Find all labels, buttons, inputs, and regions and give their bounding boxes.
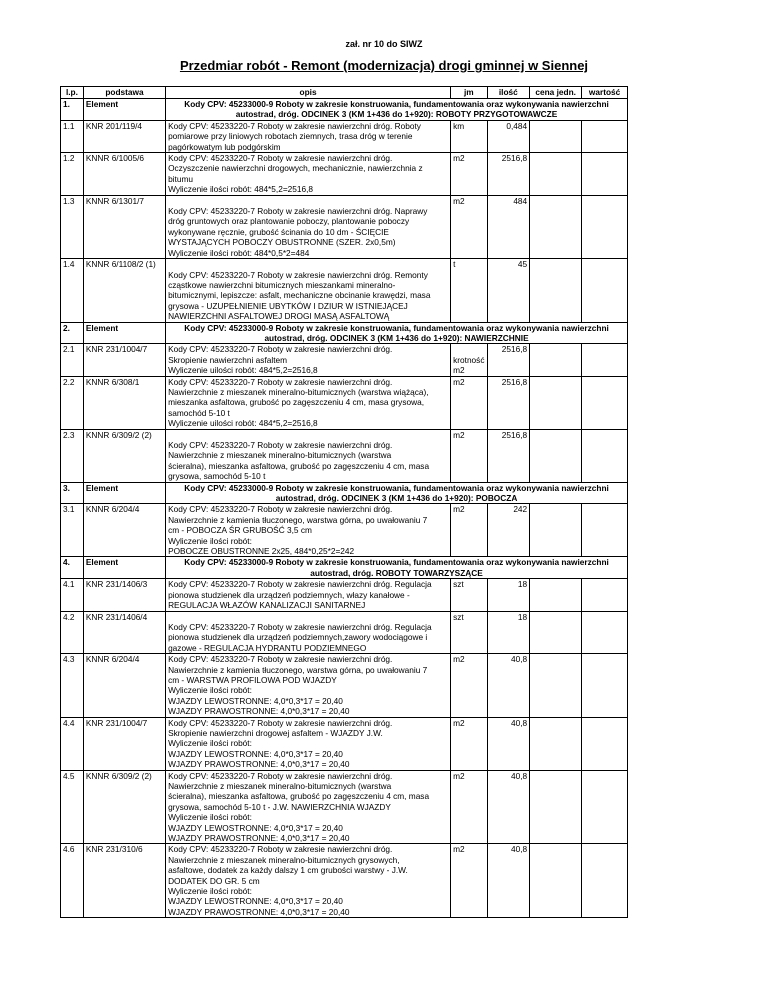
- cell-unit: m2: [451, 654, 487, 717]
- cell-quantity: 484: [487, 195, 530, 258]
- cell-value: [582, 429, 628, 482]
- cell-description: [166, 120, 451, 152]
- description-line: REGULACJA WŁAZÓW KANALIZACJI SANITARNEJ: [168, 600, 366, 611]
- description-line: Wyliczenie ilości robót:: [168, 535, 252, 546]
- cell-lp: 1.3: [61, 195, 84, 258]
- description-line: NAWIERZCHNI ASFALTOWEJ DROGI MASĄ ASFALTOWĄ: [168, 311, 390, 322]
- description-line: WJAZDY PRAWOSTRONNE: 4,0*0,3*17 = 20,40: [168, 906, 350, 917]
- cell-unit: szt: [451, 611, 487, 654]
- cell-unit-price: [530, 611, 582, 654]
- description-line: Wyliczenie uilości robót: 484*5,2=2516,8: [168, 365, 318, 376]
- cell-unit: m2: [451, 195, 487, 258]
- description-line: WJAZDY LEWOSTRONNE: 4,0*0,3*17 = 20,40: [168, 695, 343, 706]
- cell-quantity: 40,8: [487, 654, 530, 717]
- description-line: grysowa, samochód 5-10 t: [168, 471, 266, 482]
- cell-group-description: [166, 557, 628, 579]
- cell-value: [582, 259, 628, 322]
- cell-description: [166, 344, 451, 376]
- description-line: pionowa studzienek dla urządzeń podziemnych, włazy kanałowe -: [168, 589, 410, 600]
- description-line: [168, 196, 448, 206]
- cell-lp: 4.4: [61, 717, 84, 770]
- description-line: Kody CPV: 45233220-7 Roboty w zakresie nawierzchni dróg.: [168, 344, 393, 355]
- description-line: Nawierzchnie z kamienia tłuczonego, warstwa górna, po uwałowaniu 7: [168, 514, 428, 525]
- cell-description: [166, 195, 451, 258]
- cell-value: [582, 153, 628, 196]
- description-line: Nawierzchnie z mieszanek mineralno-bitumicznych (warstwa wiążąca),: [168, 386, 429, 397]
- description-line: cząstkowe nawierzchni bitumicznych mieszankami mineralno-: [168, 279, 396, 290]
- cell-description: [166, 611, 451, 654]
- document-title: Przedmiar robót - Remont (modernizacja) drogi gminnej w Siennej: [179, 58, 589, 73]
- cell-quantity: 2516,8: [487, 344, 530, 376]
- table-row: [61, 259, 628, 322]
- cell-unit: m2: [451, 844, 487, 918]
- description-line: Wyliczenie ilości robót:: [168, 685, 252, 696]
- cell-podstawa: KNNR 6/1301/7: [83, 195, 165, 258]
- description-line: WJAZDY LEWOSTRONNE: 4,0*0,3*17 = 20,40: [168, 822, 343, 833]
- cell-unit: m2: [451, 153, 487, 196]
- description-line: autostrad, dróg. ODCINEK 3 (KM 1+436 do 1+920): NAWIERZCHNIE: [264, 332, 529, 343]
- cell-unit: m2: [451, 504, 487, 557]
- cell-unit: m2: [451, 376, 487, 429]
- description-line: Wyliczenie ilości robót:: [168, 738, 252, 749]
- table-row: [61, 504, 628, 557]
- table-header-row: [61, 87, 628, 99]
- cell-podstawa: KNR 231/1406/4: [83, 611, 165, 654]
- cell-unit-price: [530, 504, 582, 557]
- cell-description: [166, 770, 451, 844]
- description-line: [168, 259, 448, 269]
- cell-lp: 2.2: [61, 376, 84, 429]
- header-lp: l.p.: [61, 87, 84, 99]
- cell-unit-price: [530, 770, 582, 844]
- description-line: Kody CPV: 45233220-7 Roboty w zakresie nawierzchni dróg.: [168, 844, 393, 855]
- description-line: grysowa - UZUPEŁNIENIE UBYTKÓW I DZIUR W ISTNIEJĄCEJ: [168, 300, 408, 311]
- description-line: Kody CPV: 45233220-7 Roboty w zakresie nawierzchni dróg.: [168, 770, 393, 781]
- header-podstawa: podstawa: [83, 87, 165, 99]
- description-line: Kody CPV: 45233000-9 Roboty w zakresie konstruowania, fundamentowania oraz wykonywania nawierzchni: [184, 557, 609, 568]
- description-line: Kody CPV: 45233220-7 Roboty w zakresie nawierzchni dróg. Roboty: [168, 120, 421, 131]
- unit-line: m2: [453, 365, 465, 376]
- cell-quantity: 2516,8: [487, 429, 530, 482]
- cell-quantity: 18: [487, 579, 530, 611]
- description-line: [168, 430, 448, 440]
- cell-unit: m2: [451, 429, 487, 482]
- cell-description: [166, 844, 451, 918]
- description-line: grysowa, samochód 5-10 t - J.W. NAWIERZCHNIA WJAZDY: [168, 801, 391, 812]
- cell-lp: 3.: [61, 482, 84, 504]
- description-line: Wyliczenie ilości robót:: [168, 812, 252, 823]
- cell-podstawa: Element: [83, 482, 165, 504]
- header-opis: opis: [166, 87, 451, 99]
- cell-podstawa: KNR 231/1004/7: [83, 717, 165, 770]
- description-line: Kody CPV: 45233000-9 Roboty w zakresie konstruowania, fundamentowania oraz wykonywania nawierzchni: [184, 99, 609, 109]
- cell-unit-price: [530, 120, 582, 152]
- header-ilosc: ilość: [487, 87, 530, 99]
- description-line: autostrad, dróg. ODCINEK 3 (KM 1+436 do 1+920): POBOCZA: [275, 493, 518, 504]
- description-line: mieszanka asfaltowa, grubość po zagęszczeniu 4 cm, masa grysowa,: [168, 397, 425, 408]
- description-line: Kody CPV: 45233220-7 Roboty w zakresie nawierzchni dróg. Regulacja: [168, 621, 432, 632]
- description-line: Kody CPV: 45233220-7 Roboty w zakresie nawierzchni dróg.: [168, 654, 393, 665]
- description-line: Oczyszczenie nawierzchni drogowych, mechanicznie, nawierzchnia z: [168, 163, 423, 174]
- cell-value: [582, 504, 628, 557]
- cell-unit-price: [530, 717, 582, 770]
- cell-description: [166, 717, 451, 770]
- cell-unit: m2: [451, 717, 487, 770]
- description-line: Kody CPV: 45233220-7 Roboty w zakresie nawierzchni dróg.: [168, 440, 393, 450]
- description-line: Skropienie nawierzchni drogowej asfaltem - WJAZDY J.W.: [168, 727, 383, 738]
- description-line: WYSTAJĄCYCH POBOCZY OBUSTRONNE (SZER. 2x0,5m): [168, 237, 396, 248]
- description-line: Kody CPV: 45233220-7 Roboty w zakresie nawierzchni dróg.: [168, 717, 393, 728]
- cell-quantity: 40,8: [487, 770, 530, 844]
- group-row: [61, 99, 628, 121]
- description-line: ścieralna), mieszanka asfaltowa, grubość po zagęszczeniu 4 cm, masa: [168, 460, 430, 471]
- unit-line: krotność: [453, 354, 485, 365]
- cell-quantity: 40,8: [487, 717, 530, 770]
- description-line: POBOCZE OBUSTRONNE 2x25, 484*0,25*2=242: [168, 546, 355, 557]
- cell-value: [582, 579, 628, 611]
- cell-quantity: 45: [487, 259, 530, 322]
- cell-unit: t: [451, 259, 487, 322]
- cell-unit-price: [530, 844, 582, 918]
- description-line: Kody CPV: 45233220-7 Roboty w zakresie nawierzchni dróg. Remonty: [168, 269, 428, 280]
- cell-podstawa: KNNR 6/1005/6: [83, 153, 165, 196]
- cell-lp: 3.1: [61, 504, 84, 557]
- table-row: [61, 153, 628, 196]
- description-line: Skropienie nawierzchni asfaltem: [168, 354, 288, 365]
- cell-quantity: 242: [487, 504, 530, 557]
- cell-lp: 1.: [61, 99, 84, 121]
- description-line: wykonywane ręcznie, grubość ścinania do 10 dm - ŚCIĘCIE: [168, 226, 389, 237]
- description-line: Kody CPV: 45233220-7 Roboty w zakresie nawierzchni dróg. Regulacja: [168, 579, 432, 590]
- description-line: Nawierzchnie z mieszanek mineralno-bitumicznych grysowych,: [168, 854, 400, 865]
- description-line: Wyliczenie ilości robót: 484*5,2=2516,8: [168, 184, 314, 195]
- description-line: WJAZDY PRAWOSTRONNE: 4,0*0,3*17 = 20,40: [168, 759, 350, 770]
- header-wartosc: wartość: [582, 87, 628, 99]
- cell-podstawa: Element: [83, 99, 165, 121]
- cell-lp: 4.1: [61, 579, 84, 611]
- table-row: [61, 654, 628, 717]
- cell-lp: 4.6: [61, 844, 84, 918]
- cell-value: [582, 844, 628, 918]
- cell-description: [166, 579, 451, 611]
- description-line: Kody CPV: 45233000-9 Roboty w zakresie konstruowania, fundamentowania oraz wykonywania nawierzchni: [184, 482, 609, 493]
- cell-unit: szt: [451, 579, 487, 611]
- cell-lp: 2.: [61, 322, 84, 344]
- description-line: pionowa studzienek dla urządzeń podziemnych,zawory wodociągowe i: [168, 632, 428, 643]
- description-line: Wyliczenie uilości robót: 484*5,2=2516,8: [168, 418, 318, 429]
- description-line: WJAZDY LEWOSTRONNE: 4,0*0,3*17 = 20,40: [168, 748, 343, 759]
- cell-quantity: 2516,8: [487, 376, 530, 429]
- cell-unit-price: [530, 376, 582, 429]
- cell-description: [166, 153, 451, 196]
- group-row: [61, 322, 628, 344]
- description-line: DODATEK DO GR. 5 cm: [168, 875, 260, 886]
- table-row: [61, 717, 628, 770]
- cell-unit: m2: [451, 770, 487, 844]
- description-line: Kody CPV: 45233000-9 Roboty w zakresie konstruowania, fundamentowania oraz wykonywania nawierzchni: [184, 322, 609, 333]
- cell-quantity: 40,8: [487, 844, 530, 918]
- description-line: [168, 612, 448, 622]
- cell-value: [582, 654, 628, 717]
- header-cena: cena jedn.: [530, 87, 582, 99]
- cell-lp: 1.4: [61, 259, 84, 322]
- cell-lp: 2.1: [61, 344, 84, 376]
- group-row: [61, 482, 628, 504]
- cell-description: [166, 259, 451, 322]
- cell-lp: 2.3: [61, 429, 84, 482]
- cell-lp: 1.1: [61, 120, 84, 152]
- cell-podstawa: KNR 231/1406/3: [83, 579, 165, 611]
- document-note: zał. nr 10 do SIWZ: [345, 39, 423, 49]
- cell-podstawa: KNR 201/119/4: [83, 120, 165, 152]
- description-line: gazowe - REGULACJA HYDRANTU PODZIEMNEGO: [168, 642, 367, 653]
- group-row: [61, 557, 628, 579]
- description-line: cm - POBOCZA ŚR GRUBOŚĆ 3,5 cm: [168, 525, 312, 536]
- cell-unit: [451, 344, 487, 376]
- cell-unit-price: [530, 259, 582, 322]
- description-line: pomiarowe przy liniowych robotach ziemnych, trasa dróg w terenie: [168, 131, 413, 142]
- cell-podstawa: KNNR 6/1108/2 (1): [83, 259, 165, 322]
- cell-quantity: 2516,8: [487, 153, 530, 196]
- cell-quantity: 18: [487, 611, 530, 654]
- cell-value: [582, 770, 628, 844]
- cell-lp: 4.3: [61, 654, 84, 717]
- cell-podstawa: KNR 231/1004/7: [83, 344, 165, 376]
- cell-podstawa: KNR 231/310/6: [83, 844, 165, 918]
- cell-quantity: 0,484: [487, 120, 530, 152]
- description-line: WJAZDY PRAWOSTRONNE: 4,0*0,3*17 = 20,40: [168, 833, 350, 844]
- table-row: [61, 429, 628, 482]
- cell-description: [166, 429, 451, 482]
- description-line: ścieralna), mieszanka asfaltowa, grubość po zagęszczeniu 4 cm, masa: [168, 791, 430, 802]
- description-line: Nawierzchnie z mieszanek mineralno-bitumicznych (warstwa: [168, 781, 392, 791]
- cell-value: [582, 120, 628, 152]
- cell-group-description: [166, 99, 628, 121]
- cell-group-description: [166, 322, 628, 344]
- description-line: dróg gruntowych oraz plantowanie poboczy, plantowanie poboczy: [168, 216, 410, 227]
- description-line: Kody CPV: 45233220-7 Roboty w zakresie nawierzchni dróg. Naprawy: [168, 206, 428, 217]
- cell-unit-price: [530, 429, 582, 482]
- description-line: Wyliczenie ilości robót:: [168, 886, 252, 897]
- cell-podstawa: KNNR 6/204/4: [83, 504, 165, 557]
- cell-lp: 1.2: [61, 153, 84, 196]
- cell-podstawa: Element: [83, 557, 165, 579]
- header-jm: jm: [451, 87, 487, 99]
- table-row: [61, 120, 628, 152]
- description-line: bitumu: [168, 173, 193, 184]
- description-line: autostrad, dróg. ROBOTY TOWARZYSZĄCE: [310, 567, 483, 578]
- cell-lp: 4.2: [61, 611, 84, 654]
- description-line: asfaltowe, dodatek za każdy dalszy 1 cm grubości warstwy - J.W.: [168, 865, 408, 876]
- description-line: samochód 5-10 t: [168, 407, 230, 418]
- cell-group-description: [166, 482, 628, 504]
- table-body: [61, 99, 628, 918]
- cell-podstawa: KNNR 6/204/4: [83, 654, 165, 717]
- description-line: Kody CPV: 45233220-7 Roboty w zakresie nawierzchni dróg.: [168, 376, 393, 387]
- cell-podstawa: KNNR 6/309/2 (2): [83, 770, 165, 844]
- table-row: [61, 579, 628, 611]
- cell-value: [582, 376, 628, 429]
- description-line: Wyliczenie ilości robót: 484*0,5*2=484: [168, 247, 310, 258]
- description-line: pagórkowatym lub podgórskim: [168, 141, 281, 152]
- cell-value: [582, 717, 628, 770]
- description-line: Kody CPV: 45233220-7 Roboty w zakresie nawierzchni dróg.: [168, 153, 393, 164]
- cell-unit-price: [530, 579, 582, 611]
- cell-unit: km: [451, 120, 487, 152]
- table-row: [61, 844, 628, 918]
- cell-unit-price: [530, 195, 582, 258]
- description-line: Nawierzchnie z mieszanek mineralno-bitumicznych (warstwa: [168, 450, 392, 461]
- cell-value: [582, 611, 628, 654]
- description-line: Kody CPV: 45233220-7 Roboty w zakresie nawierzchni dróg.: [168, 504, 393, 515]
- table-row: [61, 195, 628, 258]
- description-line: cm - WARSTWA PROFILOWA POD WJAZDY: [168, 674, 337, 685]
- cell-value: [582, 344, 628, 376]
- description-line: WJAZDY LEWOSTRONNE: 4,0*0,3*17 = 20,40: [168, 896, 343, 907]
- cost-estimate-table: [60, 86, 628, 918]
- cell-description: [166, 376, 451, 429]
- cell-lp: 4.5: [61, 770, 84, 844]
- cell-value: [582, 195, 628, 258]
- cell-description: [166, 654, 451, 717]
- cell-podstawa: KNNR 6/308/1: [83, 376, 165, 429]
- table-row: [61, 344, 628, 376]
- cell-lp: 4.: [61, 557, 84, 579]
- description-line: autostrad, dróg. ODCINEK 3 (KM 1+436 do 1+920): ROBOTY PRZYGOTOWAWCZE: [235, 109, 558, 120]
- cell-unit-price: [530, 153, 582, 196]
- description-line: Nawierzchnie z kamienia tłuczonego, warstwa górna, po uwałowaniu 7: [168, 664, 428, 675]
- table-row: [61, 611, 628, 654]
- table-row: [61, 376, 628, 429]
- cell-description: [166, 504, 451, 557]
- cell-podstawa: KNNR 6/309/2 (2): [83, 429, 165, 482]
- cell-unit-price: [530, 654, 582, 717]
- description-line: bitumicznymi, lepiszcze: asfalt, mechaniczne obcinanie krawędzi, masa: [168, 290, 431, 301]
- table-row: [61, 770, 628, 844]
- cell-podstawa: Element: [83, 322, 165, 344]
- description-line: WJAZDY PRAWOSTRONNE: 4,0*0,3*17 = 20,40: [168, 706, 350, 717]
- cell-unit-price: [530, 344, 582, 376]
